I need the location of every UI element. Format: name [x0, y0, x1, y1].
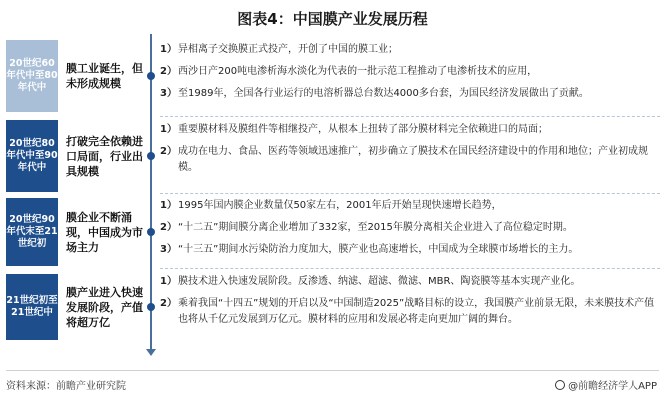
- list-item: 1） 重要膜材料及膜组件等相继投产，从根本上扭转了部分膜材料完全依赖进口的局面；: [160, 124, 548, 135]
- list-item: 1） 膜技术进入快速发展阶段。反渗透、纳滤、超滤、微滤、MBR、陶瓷膜等基本实现产业化。: [160, 276, 581, 287]
- timeline-arrow-icon: [146, 349, 156, 356]
- list-item: 2） 成功在电力、食品、医药等领域迅速推广，初步确立了膜技术在国民经济建设中的作用和地位；产业初成规模。: [160, 146, 648, 173]
- era-label-3: 20世纪90年代末至21世纪初: [6, 198, 58, 266]
- list-item: 2） 乘着我国“十四五”规划的开启以及“中国制造2025”战略目标的设立，我国膜产业前景无限，未来膜技术产值也将从千亿元发展到万亿元。膜材料的应用和发展必将走向更加广阔的舞台。: [160, 298, 655, 325]
- item-list-2: [160, 122, 660, 176]
- timeline-dot-2: [147, 152, 155, 160]
- list-item: 1） 异相离子交换膜正式投产，开创了中国的膜工业；: [160, 44, 398, 55]
- timeline-dot-4: [147, 303, 155, 311]
- footer-rule: [6, 370, 659, 371]
- era-label-2: 20世纪80年代中至90年代中: [6, 120, 58, 192]
- list-item: 1） 1995年国内膜企业数量仅50家左右，2001年后开始呈现快速增长趋势，: [160, 200, 502, 211]
- phase-title-4: 膜产业进入快速发展阶段，产值将超万亿: [66, 285, 143, 329]
- phase-title-1: 膜工业诞生，但未形成规模: [66, 62, 143, 90]
- timeline-dot-1: [147, 72, 155, 80]
- list-item: 2） 西沙日产200吨电渗析海水淡化为代表的一批示范工程推动了电渗析技术的应用，: [160, 66, 538, 77]
- brand-text: @前瞻经济学人APP: [568, 381, 657, 392]
- brand-credit: [555, 377, 657, 392]
- era-label-4: 21世纪初至21世纪中: [6, 274, 58, 340]
- timeline-dot-3: [147, 228, 155, 236]
- item-list-1: [160, 42, 660, 102]
- phase-title-3: 膜企业不断涌现，中国成为市场主力: [66, 210, 143, 254]
- list-item: 3） “十三五”期间水污染防治力度加大，膜产业也高速增长，中国成为全球膜市场增长的主力。: [160, 244, 579, 255]
- section-divider: [160, 268, 660, 269]
- section-divider: [160, 116, 660, 117]
- phase-title-2: 打破完全依赖进口局面，行业出具规模: [66, 134, 143, 178]
- item-list-3: [160, 198, 660, 258]
- list-item: 2） “十二五”期间膜分离企业增加了332家，至2015年膜分离相关企业进入了高位稳定时期。: [160, 222, 573, 233]
- page-title: 图表4：中国膜产业发展历程: [237, 10, 428, 28]
- era-label-1: 20世纪60年代中至80年代中: [6, 40, 58, 112]
- source-note: 资料来源：前瞻产业研究院: [6, 381, 126, 392]
- list-item: 3） 至1989年，全国各行业运行的电溶析器总台数达4000多台套，为国民经济发展做出了贡献。: [160, 88, 589, 99]
- item-list-4: [160, 274, 660, 328]
- brand-logo-icon: [555, 380, 565, 390]
- section-divider: [160, 193, 660, 194]
